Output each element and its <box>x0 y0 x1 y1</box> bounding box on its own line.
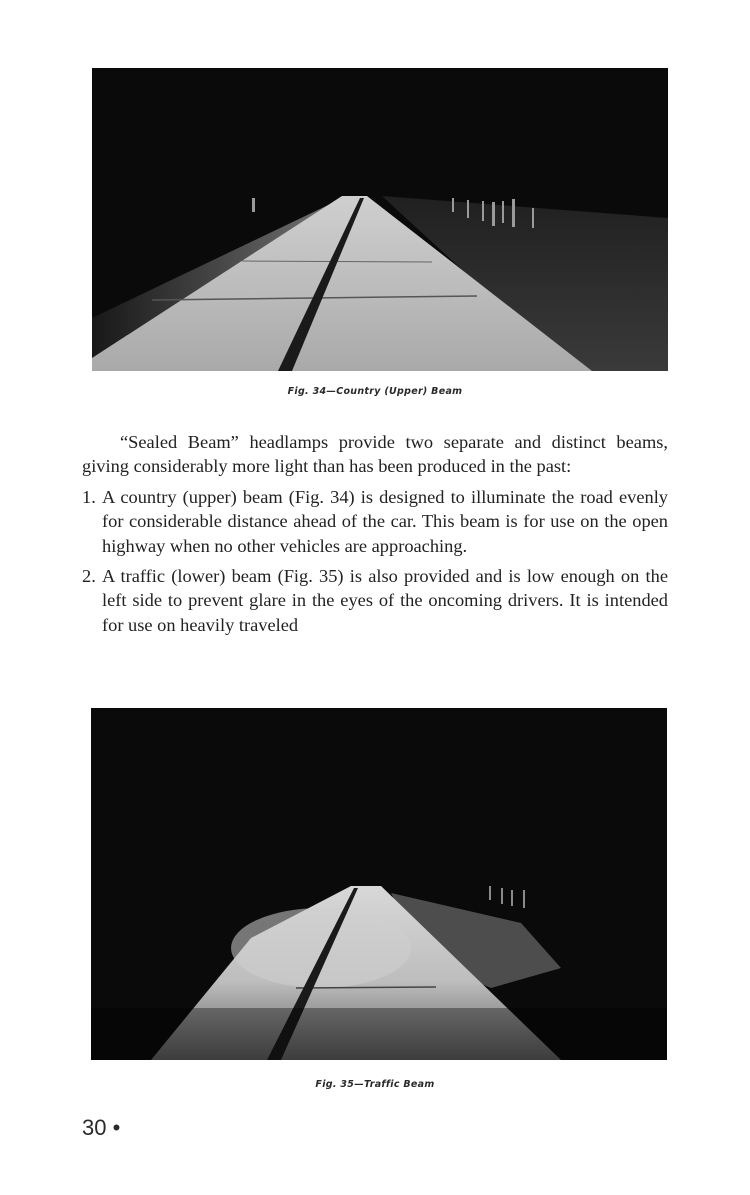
figure-34-photo <box>92 68 668 371</box>
figure-35-photo <box>91 708 667 1060</box>
body-text <box>82 430 668 643</box>
beam-list <box>82 485 668 637</box>
figure-34-caption: Fig. 34—Country (Upper) Beam <box>287 386 463 397</box>
country-beam-road-image <box>92 68 668 371</box>
list-number: 1. <box>82 486 96 507</box>
list-item-traffic-beam <box>82 564 668 637</box>
list-item-country-beam <box>82 485 668 558</box>
traffic-beam-road-image <box>91 708 667 1060</box>
intro-paragraph: “Sealed Beam” headlamps provide two separate and distinct beams, giving considerably more light than has been produced in the past: <box>82 432 668 477</box>
list-item-text: A traffic (lower) beam (Fig. 35) is also provided and is low enough on the left side to prevent glare in the eyes of the oncoming drivers. It is intended for use on heavily traveled <box>102 566 668 635</box>
bullet-icon: • <box>112 1115 121 1140</box>
figure-35-caption: Fig. 35—Traffic Beam <box>315 1079 435 1090</box>
list-item-text: A country (upper) beam (Fig. 34) is designed to illuminate the road evenly for considerable distance ahead of the car. This beam is for use on the open highway when no other vehicles are approaching. <box>102 486 668 556</box>
list-number: 2. <box>82 566 96 587</box>
page-number-value: 30 <box>82 1115 107 1140</box>
page-number <box>82 1115 120 1141</box>
